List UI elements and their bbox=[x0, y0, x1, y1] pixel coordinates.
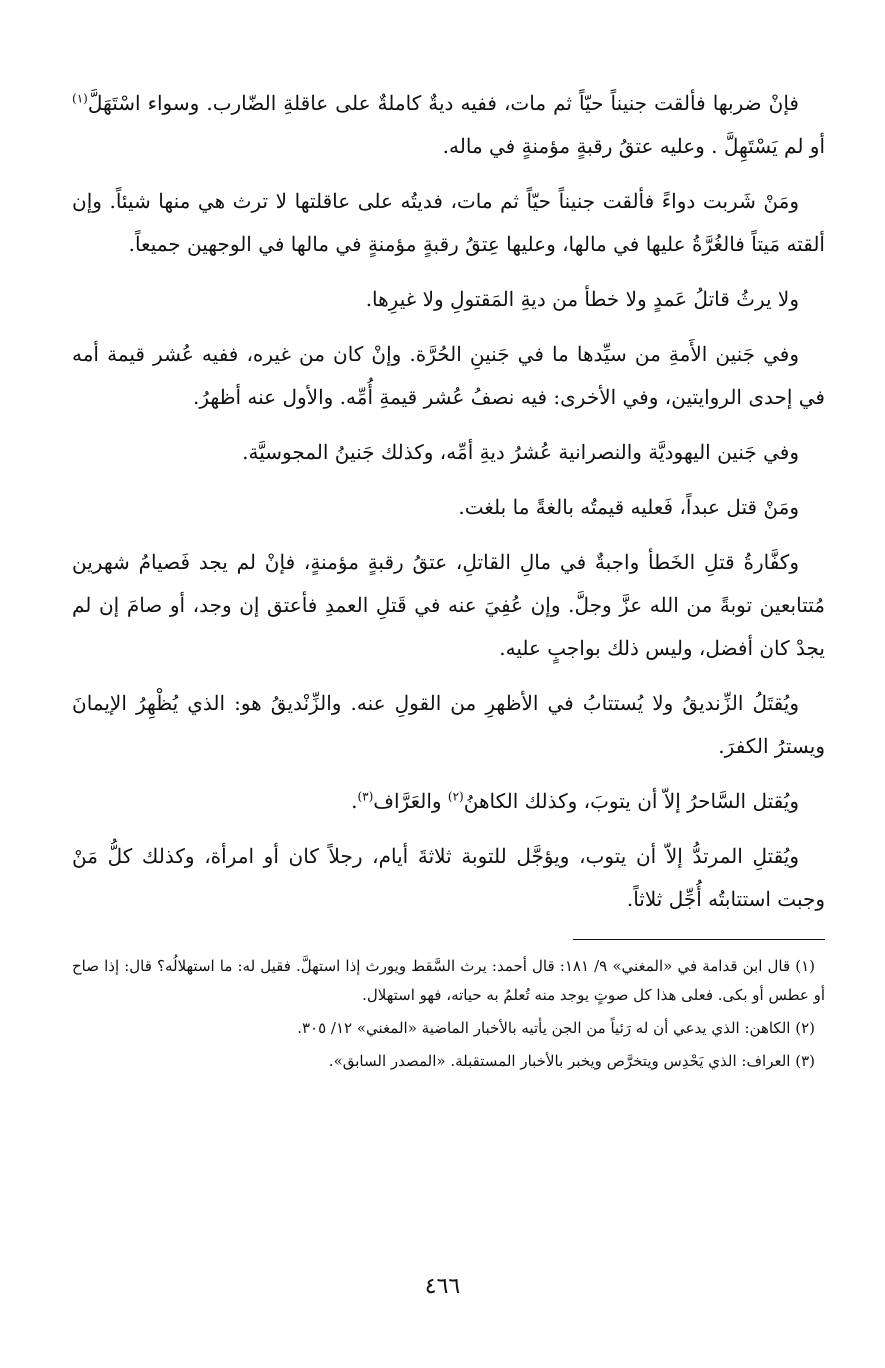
paragraph-4: وفي جَنين الأَمةِ من سيِّدها ما في جَنينِ الحُرَّة. وإنْ كان من غيره، ففيه عُشر قيمة أمه في إحدى الروايتين، وفي الأخرى: فيه نصفُ عُشر قيمةِ أُمِّه. والأول عنه أظهرُ. bbox=[72, 342, 825, 409]
paragraph-1-text-end: أو لم يَسْتَهِلَّ . وعليه عتقُ رقبةٍ مؤمنةٍ في ماله. bbox=[442, 134, 825, 158]
main-text bbox=[72, 82, 825, 921]
footnote-ref-2[interactable]: (٢) bbox=[447, 789, 464, 804]
paragraph-8: ويُقتَلُ الزِّنديقُ ولا يُستتابُ في الأظهرِ من القولِ عنه. والزِّنْديقُ هو: الذي يُظْهِرُ الإيمانَ ويسترُ الكفرَ. bbox=[72, 691, 825, 758]
paragraph-1-text: فإنْ ضربها فألقت جنيناً حيّاً ثم مات، ففيه ديةٌ كاملةٌ على عاقلةِ الضّارب. وسواء اسْتَهَلَّ bbox=[87, 91, 799, 115]
paragraph-5: وفي جَنين اليهوديَّة والنصرانية عُشرُ ديةِ أمِّه، وكذلك جَنينُ المجوسيَّة. bbox=[242, 440, 799, 464]
footnote-ref-1[interactable]: (١) bbox=[72, 91, 88, 106]
footnote-1: (١) قال ابن قدامة في «المغني» ٩/ ١٨١: قال أحمد: يرث السَّقط ويورث إذا استهلَّ. فقيل له: ما استهلالُه؟ قال: إذا صاح أو عطس أو بكى. فعلى هذا كل صوتٍ يوجد منه تُعلمُ به حياته، فهو استهلال. bbox=[72, 957, 825, 1004]
paragraph-9-text-end: والعَرَّاف bbox=[373, 789, 442, 813]
footnote-divider bbox=[573, 939, 825, 940]
paragraph-7: وكفَّارةُ قتلِ الخَطأ واجبةٌ في مالِ القاتلِ، عتقُ رقبةٍ مؤمنةٍ، فإنْ لم يجد فَصيامُ شهرين مُتتابعين توبةً من الله عزَّ وجلَّ. وإن عُفِيَ عنه في قَتلِ العمدِ فأعتق إن وجد، أو صامَ إن لم يجدْ كان أفضل، وليس ذلك بواجبٍ عليه. bbox=[72, 550, 825, 660]
footnotes bbox=[72, 952, 825, 1076]
paragraph-2: ومَنْ شَربت دواءً فألقت جنيناً حيّاً ثم مات، فديتُه على عاقلتها لا ترث هي منها شيئاً. وإن ألقته مَيتاً فالغُرَّةُ عليها في مالها، وعليها عِتقُ رقبةٍ مؤمنةٍ في مالها في الوجهين جميعاً. bbox=[72, 189, 825, 256]
paragraph-3: ولا يرثُ قاتلُ عَمدٍ ولا خطأ من ديةِ المَقتولِ ولا غيرِها. bbox=[365, 287, 799, 311]
paragraph-6: ومَنْ قتل عبداً، فَعليه قيمتُه بالغةً ما بلغت. bbox=[458, 495, 799, 519]
footnote-2: (٢) الكاهن: الذي يدعي أن له رَئياً من الجن يأتيه بالأخبار الماضية «المغني» ١٢/ ٣٠٥. bbox=[297, 1019, 815, 1037]
paragraph-9 bbox=[72, 780, 825, 823]
paragraph-1 bbox=[72, 82, 825, 168]
paragraph-9-text: ويُقتل السَّاحرُ إلاّ أن يتوبَ، وكذلك الكاهنُ bbox=[463, 789, 799, 813]
footnote-ref-3[interactable]: (٣) bbox=[357, 789, 374, 804]
paragraph-10: ويُقتلِ المرتدُّ إلاّ أن يتوب، ويؤجَّل للتوبة ثلاثةَ أيام، رجلاً كان أو امرأة، وكذلك كلُّ مَنْ وجبت استتابتُه أُجِّل ثلاثاً. bbox=[72, 844, 825, 911]
footnote-3: (٣) العراف: الذي يَحْدِس ويتخرَّص ويخبر بالأخبار المستقبلة. «المصدر السابق». bbox=[328, 1052, 815, 1070]
paragraph-9-period: . bbox=[351, 789, 358, 813]
page-number: ٤٦٦ bbox=[424, 1274, 461, 1299]
